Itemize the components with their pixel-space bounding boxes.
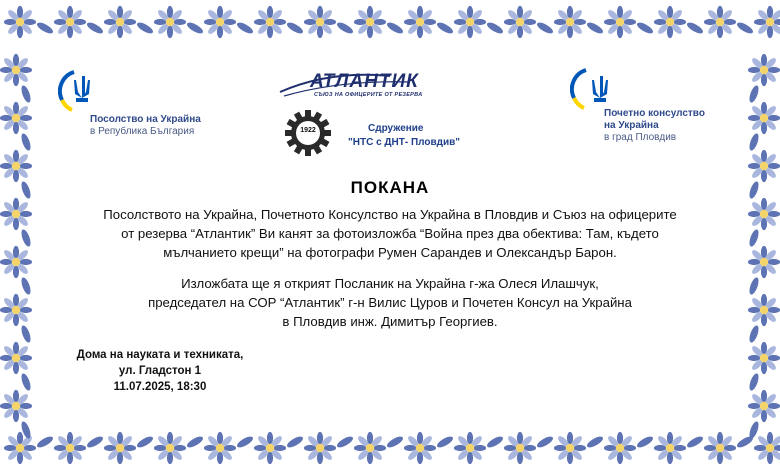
border-leaf (85, 20, 104, 35)
venue-block (40, 347, 280, 395)
border-flower (704, 6, 736, 38)
border-leaf (285, 20, 304, 35)
invitation-title: ПОКАНА (350, 178, 430, 197)
border-flower (504, 6, 536, 38)
border-flower (654, 6, 686, 38)
border-flower (748, 198, 780, 230)
border-flower (604, 432, 636, 464)
border-leaf (20, 324, 33, 343)
border-flower (504, 432, 536, 464)
border-flower (554, 432, 586, 464)
atlantik-tagline: СЪЮЗ НА ОФИЦЕРИТЕ ОТ РЕЗЕРВА (314, 92, 423, 98)
border-flower (654, 432, 686, 464)
border-leaf (385, 20, 404, 35)
border-leaf (685, 434, 704, 449)
border-leaf (748, 324, 761, 343)
consulate-city: в град Пловдив (604, 132, 677, 143)
border-flower (0, 342, 32, 374)
border-flower (454, 6, 486, 38)
border-flower (554, 6, 586, 38)
border-flower (748, 342, 780, 374)
border-leaf (20, 84, 33, 103)
ukraine-emblem-icon (58, 68, 108, 112)
border-leaf (335, 20, 354, 35)
border-flower (254, 6, 286, 38)
border-flower (54, 432, 86, 464)
border-flower (0, 198, 32, 230)
border-leaf (748, 84, 761, 103)
border-leaf (185, 20, 204, 35)
border-flower (4, 432, 36, 464)
embassy-name: Посолство на Украйна (90, 114, 201, 125)
atlantik-logo (270, 68, 470, 158)
ukraine-emblem-icon (570, 66, 620, 110)
border-flower (404, 432, 436, 464)
border-flower (104, 6, 136, 38)
border-leaf (535, 434, 554, 449)
paragraph-line: Изложбата ще я открият Посланик на Украйна г-жа Олеся Илашчук, (181, 276, 599, 291)
paragraph-line: в Пловдив инж. Димитър Георгиев. (282, 314, 498, 329)
border-leaf (135, 20, 154, 35)
atlantik-wordmark: АТЛАНТИК (310, 71, 419, 92)
border-flower (254, 432, 286, 464)
border-flower (748, 246, 780, 278)
border-leaf (285, 434, 304, 449)
border-flower (354, 432, 386, 464)
paragraph-line: Посолството на Украйна, Почетното Консулство на Украйна в Пловдив и Съюз на офицерите (103, 207, 677, 222)
border-leaf (385, 434, 404, 449)
border-leaf (748, 132, 761, 151)
border-flower (304, 432, 336, 464)
border-leaf (748, 372, 761, 391)
border-leaf (20, 132, 33, 151)
paragraph-line: мълчанието крещи” на фотографи Румен Сарандев и Олександър Барон. (163, 245, 617, 260)
border-flower (754, 432, 780, 464)
association-name: "НТС с ДНТ- Пловдив" (348, 137, 461, 148)
border-flower (404, 6, 436, 38)
border-flower (0, 390, 32, 422)
trident-icon (74, 76, 90, 102)
border-leaf (748, 276, 761, 295)
border-flower (204, 432, 236, 464)
border-leaf (35, 434, 54, 449)
border-leaf (35, 20, 54, 35)
border-flower (304, 6, 336, 38)
border-flower (0, 246, 32, 278)
border-leaf (185, 434, 204, 449)
border-leaf (235, 434, 254, 449)
border-leaf (735, 20, 754, 35)
border-leaf (748, 228, 761, 247)
border-flower (0, 54, 32, 86)
border-leaf (20, 276, 33, 295)
border-flower (0, 294, 32, 326)
border-leaf (435, 20, 454, 35)
border-flower (204, 6, 236, 38)
paragraph-line: председател на СОР “Атлантик” г-н Вилис Цуров и Почетен Консул на Украйна (148, 295, 632, 310)
border-flower (748, 294, 780, 326)
border-flower (154, 6, 186, 38)
border-flower (454, 432, 486, 464)
border-leaf (85, 434, 104, 449)
border-leaf (435, 434, 454, 449)
border-flower (154, 432, 186, 464)
association-label: Сдружение (368, 123, 424, 134)
consulate-logo (570, 66, 720, 146)
border-leaf (585, 20, 604, 35)
venue-address: ул. Гладстон 1 (118, 365, 202, 377)
paragraph-line: от резерва “Атлантик” Ви канят за фотоизложба “Война през два обектива: Там, където (121, 226, 659, 241)
consulate-name-2: на Украйна (604, 120, 659, 131)
border-leaf (585, 434, 604, 449)
border-leaf (235, 20, 254, 35)
border-flower (354, 6, 386, 38)
border-flower (754, 6, 780, 38)
event-datetime: 11.07.2025, 18:30 (113, 381, 207, 393)
border-flower (54, 6, 86, 38)
border-leaf (685, 20, 704, 35)
border-flower (0, 102, 32, 134)
border-flower (748, 390, 780, 422)
border-flower (104, 432, 136, 464)
border-leaf (535, 20, 554, 35)
border-leaf (20, 228, 33, 247)
border-leaf (20, 372, 33, 391)
consulate-name-1: Почетно консулство (604, 108, 705, 119)
embassy-logo (58, 68, 218, 138)
border-leaf (335, 434, 354, 449)
border-flower (4, 6, 36, 38)
border-leaf (485, 434, 504, 449)
border-flower (748, 54, 780, 86)
embassy-country: в Република България (90, 126, 195, 137)
border-leaf (135, 434, 154, 449)
border-leaf (635, 20, 654, 35)
gear-year: 1922 (300, 127, 316, 134)
border-flower (604, 6, 636, 38)
invitation-paragraph-1 (60, 205, 720, 262)
border-flower (704, 432, 736, 464)
border-leaf (635, 434, 654, 449)
border-leaf (485, 20, 504, 35)
venue-name: Дома на науката и техниката, (76, 349, 244, 361)
border-flower (748, 102, 780, 134)
invitation-paragraph-2 (60, 274, 720, 331)
